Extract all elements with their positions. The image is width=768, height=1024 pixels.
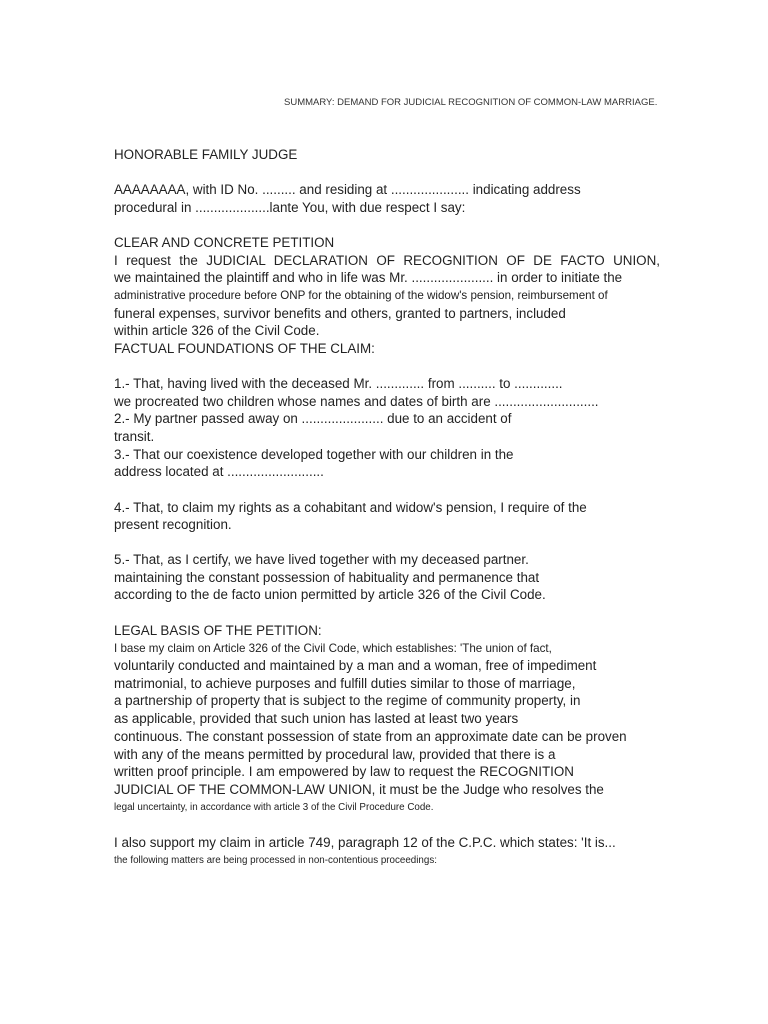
fact-line: 4.- That, to claim my rights as a cohabitant and widow's pension, I require of the [114,500,587,515]
intro-line: AAAAAAAA, with ID No. ......... and residing at ..................... indicating address [114,182,581,197]
legal-line: legal uncertainty, in accordance with article 3 of the Civil Procedure Code. [114,802,434,813]
summary-line: SUMMARY: DEMAND FOR JUDICIAL RECOGNITION OF COMMON-LAW MARRIAGE. [284,97,658,108]
petition-line: we maintained the plaintiff and who in life was Mr. ...................... in order to initiate the [114,270,623,285]
fact-line: 5.- That, as I certify, we have lived together with my deceased partner. [114,552,529,567]
petition-line: within article 326 of the Civil Code. [114,323,320,338]
legal-line: JUDICIAL OF THE COMMON-LAW UNION, it must be the Judge who resolves the [114,782,604,797]
support-line: I also support my claim in article 749, paragraph 12 of the C.P.C. which states: 'It is... [114,835,616,850]
fact-line: maintaining the constant possession of habituality and permanence that [114,570,540,585]
petition-line: administrative procedure before ONP for the obtaining of the widow's pension, reimbursement of [114,289,608,302]
fact-line: address located at .......................... [114,464,324,479]
addressee: HONORABLE FAMILY JUDGE [114,147,298,162]
petition-heading: CLEAR AND CONCRETE PETITION [114,235,335,250]
fact-line: 2.- My partner passed away on ...................... due to an accident of [114,411,512,426]
fact-line: present recognition. [114,517,232,532]
legal-line: I base my claim on Article 326 of the Civil Code, which establishes: 'The union of fact, [114,642,552,655]
fact-line: 1.- That, having lived with the deceased Mr. ............. from .......... to ............. [114,376,563,391]
fact-line: 3.- That our coexistence developed together with our children in the [114,447,514,462]
legal-line: matrimonial, to achieve purposes and fulfill duties similar to those of marriage, [114,676,576,691]
legal-line: as applicable, provided that such union has lasted at least two years [114,711,519,726]
support-line: the following matters are being processed in non-contentious proceedings: [114,855,437,866]
intro-line: procedural in ....................lante You, with due respect I say: [114,200,466,215]
legal-line: a partnership of property that is subject to the regime of community property, in [114,693,581,708]
legal-heading: LEGAL BASIS OF THE PETITION: [114,623,322,638]
legal-line: continuous. The constant possession of state from an approximate date can be proven [114,729,627,744]
petition-line: funeral expenses, survivor benefits and others, granted to partners, included [114,306,566,321]
petition-line: I request the JUDICIAL DECLARATION OF RECOGNITION OF DE FACTO UNION, [114,253,660,268]
fact-line: according to the de facto union permitted by article 326 of the Civil Code. [114,587,546,602]
legal-line: with any of the means permitted by procedural law, provided that there is a [114,747,556,762]
fact-line: we procreated two children whose names and dates of birth are ............................ [114,394,599,409]
fact-line: transit. [114,429,155,444]
legal-line: voluntarily conducted and maintained by a man and a woman, free of impediment [114,658,597,673]
factual-heading: FACTUAL FOUNDATIONS OF THE CLAIM: [114,341,375,356]
legal-line: written proof principle. I am empowered by law to request the RECOGNITION [114,764,574,779]
